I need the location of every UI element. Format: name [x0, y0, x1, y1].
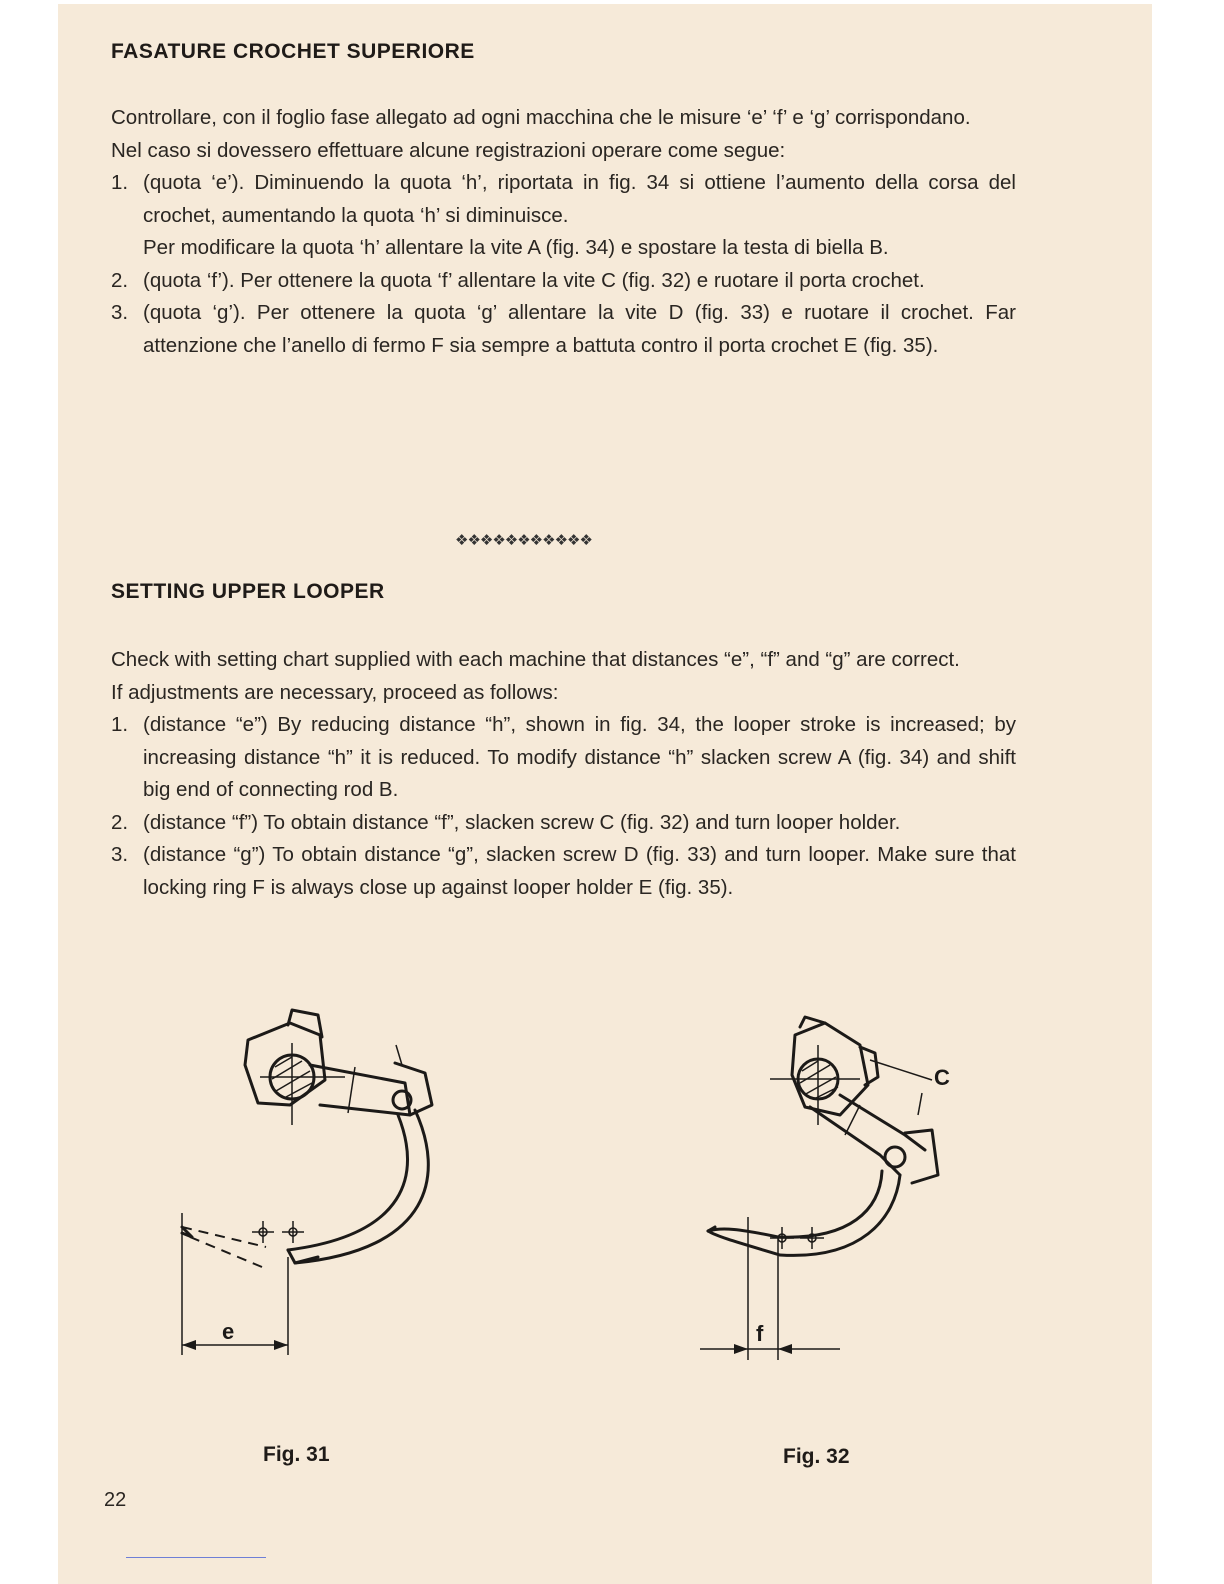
- figure-31-caption: Fig. 31: [263, 1443, 330, 1466]
- italian-section-body: [111, 102, 1016, 362]
- list-text: (distance “f”) To obtain distance “f”, slacken screw C (fig. 32) and turn looper holder.: [143, 810, 901, 834]
- english-section-body: [111, 644, 1016, 904]
- english-intro-2: If adjustments are necessary, proceed as follows:: [111, 680, 559, 704]
- list-number: 1.: [111, 713, 129, 736]
- page-number: 22: [104, 1489, 127, 1511]
- english-section-title: SETTING UPPER LOOPER: [111, 580, 385, 603]
- figure-32-caption: Fig. 32: [783, 1445, 850, 1468]
- italian-intro-1: Controllare, con il foglio fase allegato ad ogni macchina che le misure ‘e’ ‘f’ e ‘g’ corrispondano.: [111, 106, 971, 129]
- english-intro-1: Check with setting chart supplied with each machine that distances “e”, “f” and “g” are correct.: [111, 648, 960, 671]
- list-number: 3.: [111, 843, 129, 866]
- list-text: Per modificare la quota ‘h’ allentare la vite A (fig. 34) e spostare la testa di biella B.: [143, 236, 889, 259]
- english-list-item: [111, 709, 1016, 807]
- list-number: 1.: [111, 171, 129, 194]
- list-number: 3.: [111, 301, 129, 324]
- italian-list-item: [111, 167, 1016, 265]
- italian-list-item: [111, 297, 1016, 362]
- italian-intro-2: Nel caso si dovessero effettuare alcune registrazioni operare come segue:: [111, 138, 786, 162]
- list-text: (quota ‘f’). Per ottenere la quota ‘f’ allentare la vite C (fig. 32) e ruotare il porta crochet.: [143, 268, 925, 292]
- list-text: (distance “e”) By reducing distance “h”, shown in fig. 34, the looper stroke is increased; by increasing distance “h” it is reduced. To modify distance “h” slacken screw A (fig. 34) and shift big end of connecting rod B.: [143, 713, 1016, 801]
- figure-31-dimension-e: e: [222, 1319, 235, 1344]
- list-number: 2.: [111, 268, 129, 292]
- bottom-link-underline: [126, 1557, 266, 1558]
- figure-31-looper-drawing: [170, 1005, 470, 1365]
- english-list-item: [111, 807, 1016, 840]
- list-text: (distance “g”) To obtain distance “g”, slacken screw D (fig. 33) and turn looper. Make sure that locking ring F is always close up against looper holder E (fig. 35).: [143, 843, 1016, 899]
- list-text: (quota ‘g’). Per ottenere la quota ‘g’ allentare la vite D (fig. 33) e ruotare il crochet. Far attenzione che l’anello di fermo F sia sempre a battuta contro il porta crochet E (fig. 35).: [143, 301, 1016, 357]
- list-text: (quota ‘e’). Diminuendo la quota ‘h’, riportata in fig. 34 si ottiene l’aumento della corsa del crochet, aumentando la quota ‘h’ si diminuisce.: [143, 171, 1016, 227]
- section-divider-ornament: ❖❖❖❖❖❖❖❖❖❖❖: [455, 532, 592, 549]
- italian-section-title: FASATURE CROCHET SUPERIORE: [111, 40, 475, 63]
- figure-32-dimension-f: f: [756, 1321, 764, 1346]
- english-list-item: [111, 839, 1016, 904]
- figure-32-callout-c: C: [934, 1065, 950, 1090]
- figure-32-looper-drawing: [700, 1015, 980, 1365]
- italian-list-item: [111, 265, 1016, 298]
- list-number: 2.: [111, 810, 129, 834]
